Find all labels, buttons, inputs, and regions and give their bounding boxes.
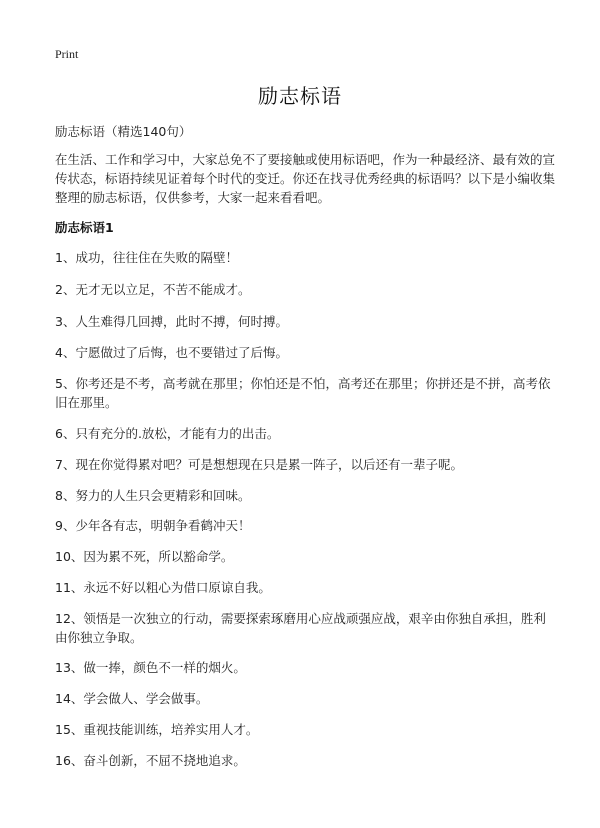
list-item: 13、做一捧，颜色不一样的烟火。 xyxy=(55,660,246,675)
list-item: 12、领悟是一次独立的行动，需要探索琢磨用心应战顽强应战，艰辛由你独自承担，胜利由你独立争取。 xyxy=(55,611,546,645)
list-item: 2、无才无以立足，不苦不能成才。 xyxy=(55,282,251,297)
list-item: 4、宁愿做过了后悔，也不要错过了后悔。 xyxy=(55,345,288,360)
list-item: 11、永远不好以粗心为借口原谅自我。 xyxy=(55,580,271,595)
list-item: 15、重视技能训练，培养实用人才。 xyxy=(55,722,259,737)
list-item: 7、现在你觉得累对吧？可是想想现在只是累一阵子，以后还有一辈子呢。 xyxy=(55,457,463,472)
list-item: 9、少年各有志，明朝争看鹤冲天！ xyxy=(55,518,251,533)
intro-paragraph: 在生活、工作和学习中，大家总免不了要接触或使用标语吧，作为一种最经济、最有效的宣传状态，标语持续见证着每个时代的变迁。你还在找寻优秀经典的标语吗？以下是小编收集整理的励志标语，仅供参考，大家一起来看看吧。 xyxy=(55,152,556,205)
page-title: 励志标语 xyxy=(258,84,342,108)
section-heading: 励志标语1 xyxy=(55,220,114,235)
list-item: 14、学会做人、学会做事。 xyxy=(55,691,209,706)
list-item: 6、只有充分的.放松，才能有力的出击。 xyxy=(55,426,280,441)
list-item: 8、努力的人生只会更精彩和回味。 xyxy=(55,488,251,503)
list-item: 5、你考还是不考，高考就在那里；你怕还是不怕，高考还在那里；你拼还是不拼，高考依旧在那里。 xyxy=(55,376,551,410)
document-subtitle: 励志标语（精选140句） xyxy=(55,124,192,139)
list-item: 1、成功，往往住在失败的隔壁！ xyxy=(55,250,238,265)
list-item: 16、奋斗创新，不屈不挠地追求。 xyxy=(55,753,246,768)
print-link[interactable]: Print xyxy=(55,47,79,61)
list-item: 10、因为累不死，所以豁命学。 xyxy=(55,549,234,564)
list-item: 3、人生难得几回搏，此时不搏，何时搏。 xyxy=(55,314,288,329)
